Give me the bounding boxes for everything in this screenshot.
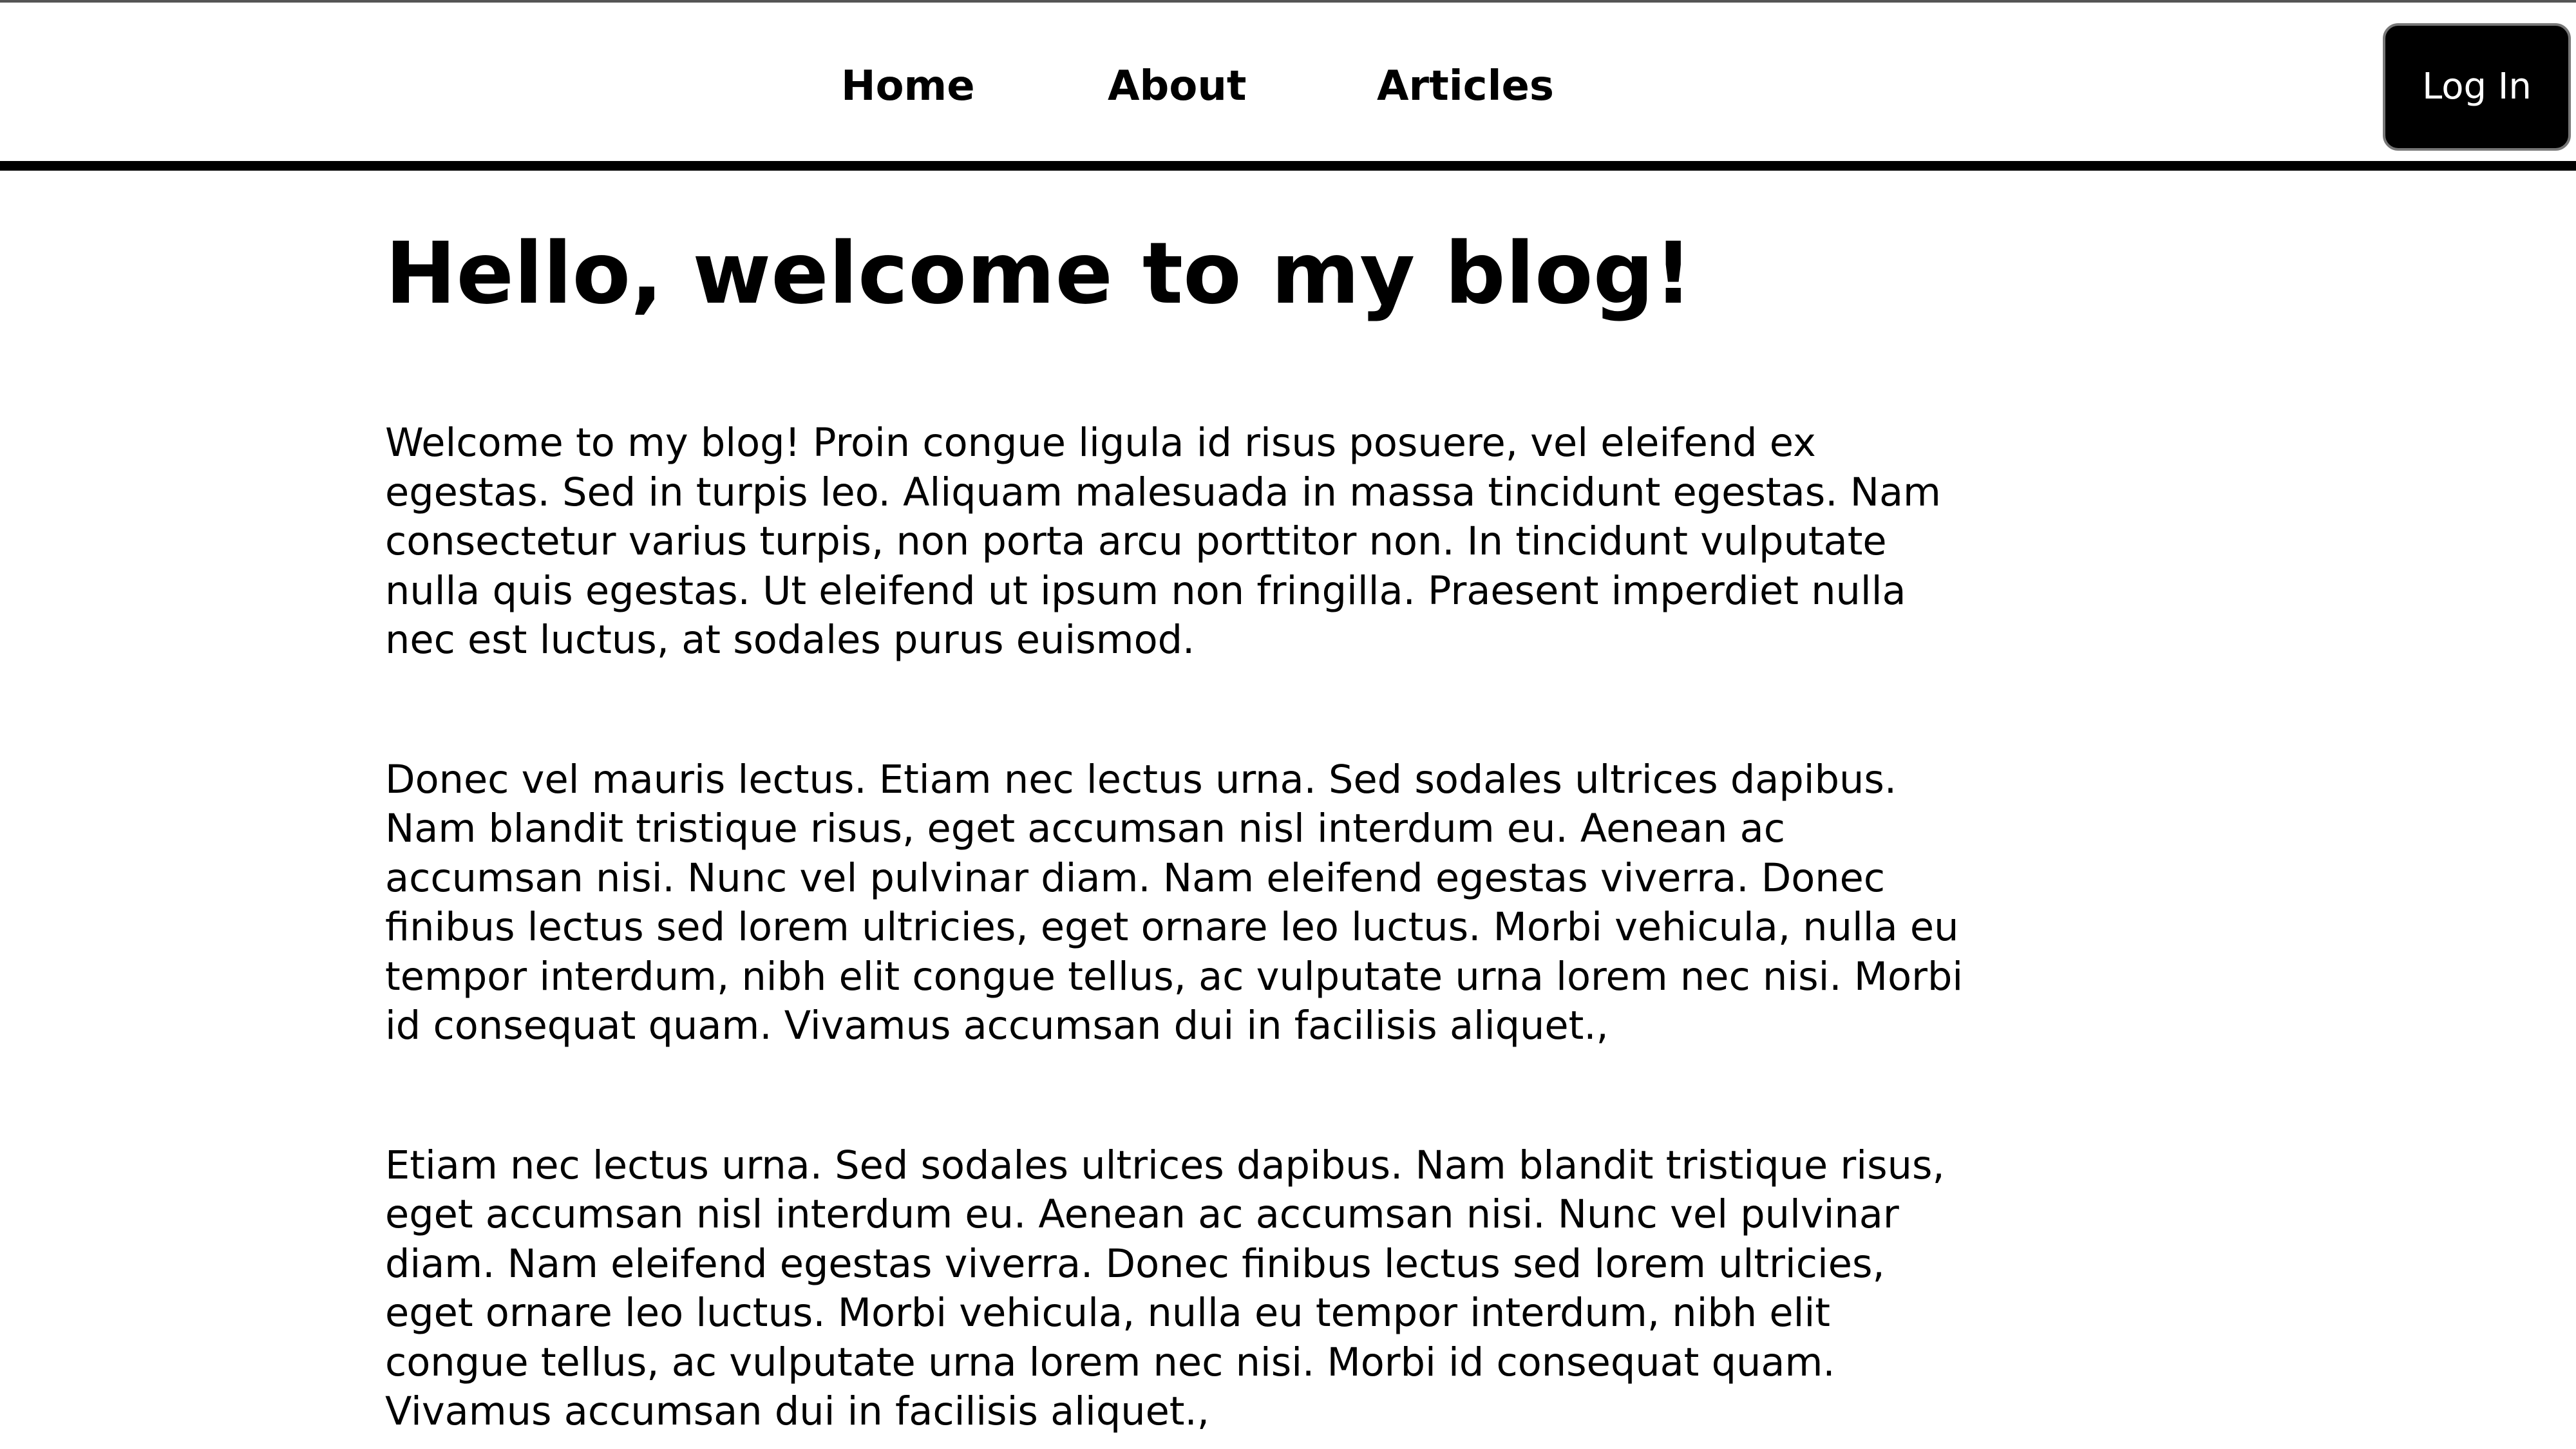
login-button[interactable]: Log In [2383,23,2571,151]
paragraph-1: Welcome to my blog! Proin congue ligula id risus posuere, vel eleifend ex egestas. Sed in turpis leo. Aliquam malesuada in massa tincidunt egestas. Nam consectetur varius turpis, non porta arcu porttitor non. In tincidunt vulputate nulla quis egestas. Ut eleifend ut ipsum non fringilla. Praesent imperdiet nulla nec est luctus, at sodales purus euismod. [385,421,1941,663]
nav-home-link[interactable]: Home [841,62,975,110]
main-content [385,219,1976,1437]
nav-about-link[interactable]: About [1108,62,1247,110]
header-divider [0,161,2576,171]
paragraph-3: Etiam nec lectus urna. Sed sodales ultrices dapibus. Nam blandit tristique risus, eget accumsan nisl interdum eu. Aenean ac accumsan nisi. Nunc vel pulvinar diam. Nam eleifend egestas viverra. Donec finibus lectus sed lorem ultricies, eget ornare leo luctus. Morbi vehicula, nulla eu tempor interdum, nibh elit congue tellus, ac vulputate urna lorem nec nisi. Morbi id consequat quam. Vivamus accumsan dui in facilisis aliquet., [385,1142,1945,1434]
paragraph-2: Donec vel mauris lectus. Etiam nec lectus urna. Sed sodales ultrices dapibus. Nam blandit tristique risus, eget accumsan nisl interdum eu. Aenean ac accumsan nisi. Nunc vel pulvinar diam. Nam eleifend egestas viverra. Donec finibus lectus sed lorem ultricies, eget ornare leo luctus. Morbi vehicula, nulla eu tempor interdum, nibh elit congue tellus, ac vulputate urna lorem nec nisi. Morbi id consequat quam. Vivamus accumsan dui in facilisis aliquet., [385,757,1964,1048]
site-header [0,3,2576,161]
page-title: Hello, welcome to my blog! [385,224,1693,323]
nav-articles-link[interactable]: Articles [1377,62,1554,110]
